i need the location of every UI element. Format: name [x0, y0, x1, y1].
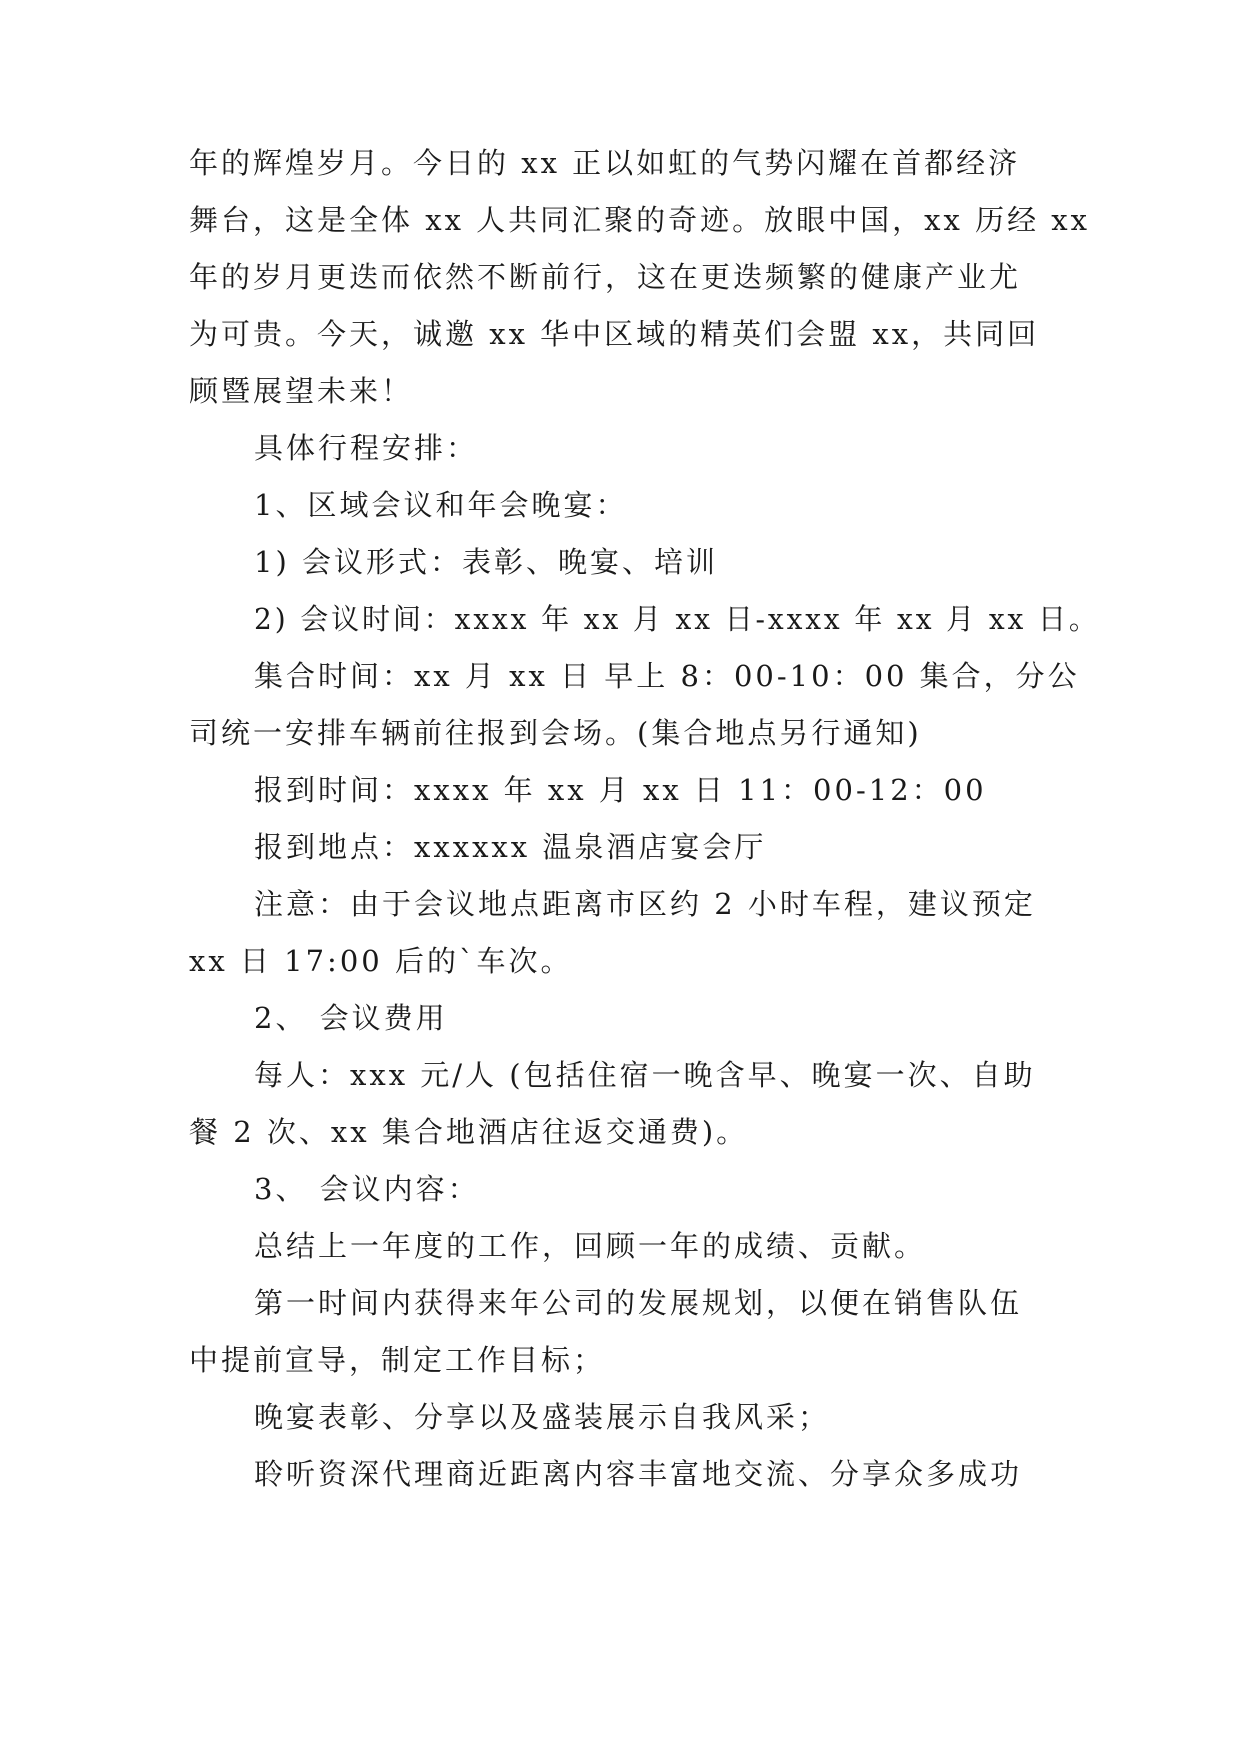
paragraph-line: 司统一安排车辆前往报到会场。(集合地点另行通知) — [189, 716, 922, 750]
paragraph-line: 总结上一年度的工作，回顾一年的成绩、贡献。 — [254, 1229, 927, 1263]
paragraph-line: 舞台，这是全体 xx 人共同汇聚的奇迹。放眼中国，xx 历经 xx — [189, 203, 1091, 237]
list-item: 1) 会议形式：表彰、晚宴、培训 — [254, 545, 718, 579]
list-item: 2) 会议时间：xxxx 年 xx 月 xx 日-xxxx 年 xx 月 xx 日。 — [254, 602, 1100, 636]
list-item: 1、区域会议和年会晚宴： — [254, 488, 628, 522]
paragraph-line: 集合时间：xx 月 xx 日 早上 8：00-10：00 集合，分公 — [254, 659, 1080, 693]
paragraph-line: xx 日 17:00 后的`车次。 — [189, 944, 573, 978]
paragraph-line: 聆听资深代理商近距离内容丰富地交流、分享众多成功 — [254, 1457, 1023, 1491]
paragraph-line: 注意：由于会议地点距离市区约 2 小时车程，建议预定 — [254, 887, 1036, 921]
section-heading: 3、 会议内容： — [254, 1172, 480, 1206]
paragraph-line: 第一时间内获得来年公司的发展规划，以便在销售队伍 — [254, 1286, 1023, 1320]
paragraph-line: 为可贵。今天，诚邀 xx 华中区域的精英们会盟 xx，共同回 — [189, 317, 1040, 351]
paragraph-line: 报到时间：xxxx 年 xx 月 xx 日 11：00-12：00 — [254, 773, 987, 807]
paragraph-line: 报到地点：xxxxxx 温泉酒店宴会厅 — [254, 830, 767, 864]
paragraph-line: 晚宴表彰、分享以及盛装展示自我风采； — [254, 1400, 831, 1434]
paragraph-line: 顾暨展望未来！ — [189, 374, 414, 408]
paragraph-line: 中提前宣导，制定工作目标； — [189, 1343, 606, 1377]
section-heading: 具体行程安排： — [254, 431, 479, 465]
paragraph-line: 年的辉煌岁月。今日的 xx 正以如虹的气势闪耀在首都经济 — [189, 146, 1021, 180]
section-heading: 2、 会议费用 — [254, 1001, 448, 1035]
paragraph-line: 餐 2 次、xx 集合地酒店往返交通费)。 — [189, 1115, 749, 1149]
paragraph-line: 每人：xxx 元/人 (包括住宿一晚含早、晚宴一次、自助 — [254, 1058, 1036, 1092]
paragraph-line: 年的岁月更迭而依然不断前行，这在更迭频繁的健康产业尤 — [189, 260, 1022, 294]
